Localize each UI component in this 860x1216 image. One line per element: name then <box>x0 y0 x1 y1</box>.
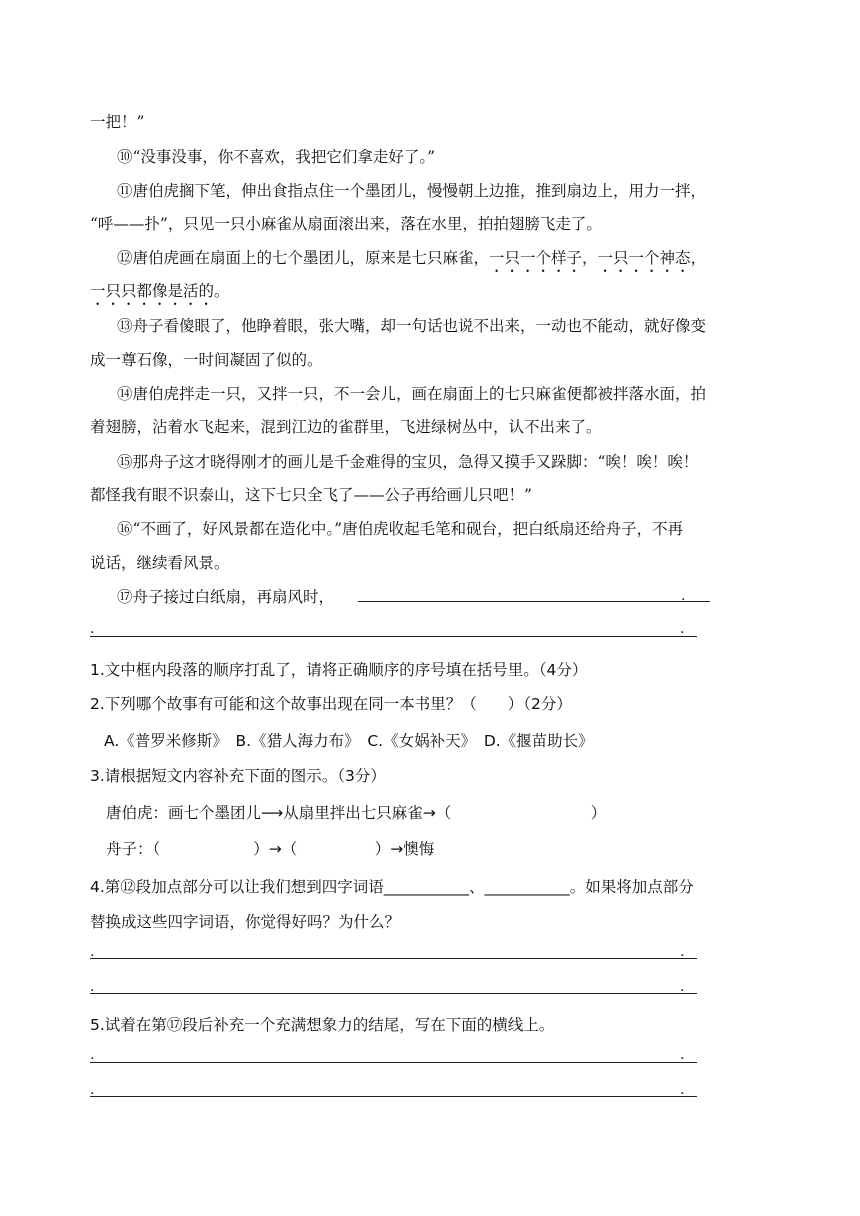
question-4-cont: 替换成这些四字词语，你觉得好吗？为什么？ <box>90 913 401 931</box>
p12-comma: ， <box>582 249 598 267</box>
answer-line[interactable] <box>90 1062 697 1063</box>
p12-end: 。 <box>214 282 230 300</box>
paragraph-10: ⑩“没事没事，你不喜欢，我把它们拿走好了。” <box>117 148 436 166</box>
start-dot: . <box>90 1047 95 1063</box>
end-period: . <box>680 979 685 995</box>
paragraph-11-cont: “呼——扑”，只见一只小麻雀从扇面滚出来，落在水里，拍拍翅膀飞走了。 <box>90 215 602 233</box>
question-3: 3.请根据短文内容补充下面的图示。（3分） <box>90 767 386 785</box>
paragraph-16-cont: 说话，继续看风景。 <box>90 554 230 572</box>
passage-line: 一把！” <box>90 113 145 131</box>
end-period: . <box>681 588 686 604</box>
question-4: 4.第⑫段加点部分可以让我们想到四字词语___________、___________。如果将加点部分 <box>90 878 694 896</box>
answer-line[interactable] <box>90 1096 697 1097</box>
paragraph-15: ⑮那舟子这才晓得刚才的画儿是千金难得的宝贝，急得又摸手又跺脚：“唉！唉！唉！ <box>117 453 699 471</box>
end-period: . <box>680 944 685 960</box>
end-period: . <box>680 621 685 637</box>
start-dot: . <box>90 979 95 995</box>
start-dot: . <box>90 944 95 960</box>
paragraph-14-cont: 着翅膀，沾着水飞起来，混到江边的雀群里，飞进绿树丛中，认不出来了。 <box>90 418 602 436</box>
answer-blank-line[interactable] <box>358 601 710 602</box>
question-2-options: A.《普罗米修斯》 B.《猎人海力布》 C.《女娲补天》 D.《揠苗助长》 <box>104 732 594 750</box>
p12-dotted-phrase-2: 一只一个神态 <box>597 249 691 267</box>
question-5: 5.试着在第⑰段后补充一个充满想象力的结尾，写在下面的横线上。 <box>90 1016 555 1034</box>
end-period: . <box>680 1047 685 1063</box>
paragraph-13: ⑬舟子看傻眼了，他睁着眼，张大嘴，却一句话也说不出来，一动也不能动，就好像变 <box>117 317 707 335</box>
paragraph-14: ⑭唐伯虎拌走一只，又拌一只，不一会儿，画在扇面上的七只麻雀便都被拌落水面，拍 <box>117 385 707 403</box>
p12-comma-2: ， <box>690 249 707 267</box>
paragraph-12 <box>117 248 807 276</box>
p12-dotted-phrase-1: 一只一个样子 <box>489 249 583 267</box>
paragraph-11: ⑪唐伯虎搁下笔，伸出食指点住一个墨团儿，慢慢朝上边推，推到扇边上，用力一拌， <box>117 182 707 200</box>
start-dot: . <box>90 1082 95 1098</box>
start-dot: . <box>90 621 95 637</box>
paragraph-13-cont: 成一尊石像，一时间凝固了似的。 <box>90 351 323 369</box>
question-3-row-2: 舟子：（ ）→（ ）→懊悔 <box>106 840 435 858</box>
question-2: 2.下列哪个故事有可能和这个故事出现在同一本书里？（ ）（2分） <box>90 695 572 713</box>
paragraph-15-cont: 都怪我有眼不识泰山，这下七只全飞了——公子再给画儿只吧！” <box>90 486 532 504</box>
p12-text: ⑫唐伯虎画在扇面上的七个墨团儿，原来是七只麻雀， <box>117 249 490 267</box>
answer-line[interactable] <box>90 636 697 637</box>
answer-line[interactable] <box>90 993 697 994</box>
paragraph-16: ⑯“不画了，好风景都在造化中。”唐伯虎收起毛笔和砚台，把白纸扇还给舟子，不再 <box>117 520 684 538</box>
p12-dotted-phrase-3: 一只只都像是活的 <box>90 282 215 300</box>
question-1: 1.文中框内段落的顺序打乱了，请将正确顺序的序号填在括号里。（4分） <box>90 661 588 679</box>
question-3-row-1: 唐伯虎：画七个墨团儿⟶从扇里拌出七只麻雀→（ ） <box>106 804 607 822</box>
end-period: . <box>680 1082 685 1098</box>
paragraph-17: ⑰舟子接过白纸扇，再扇风时， <box>117 588 335 606</box>
paragraph-12-cont <box>90 281 780 309</box>
answer-line[interactable] <box>90 958 697 959</box>
